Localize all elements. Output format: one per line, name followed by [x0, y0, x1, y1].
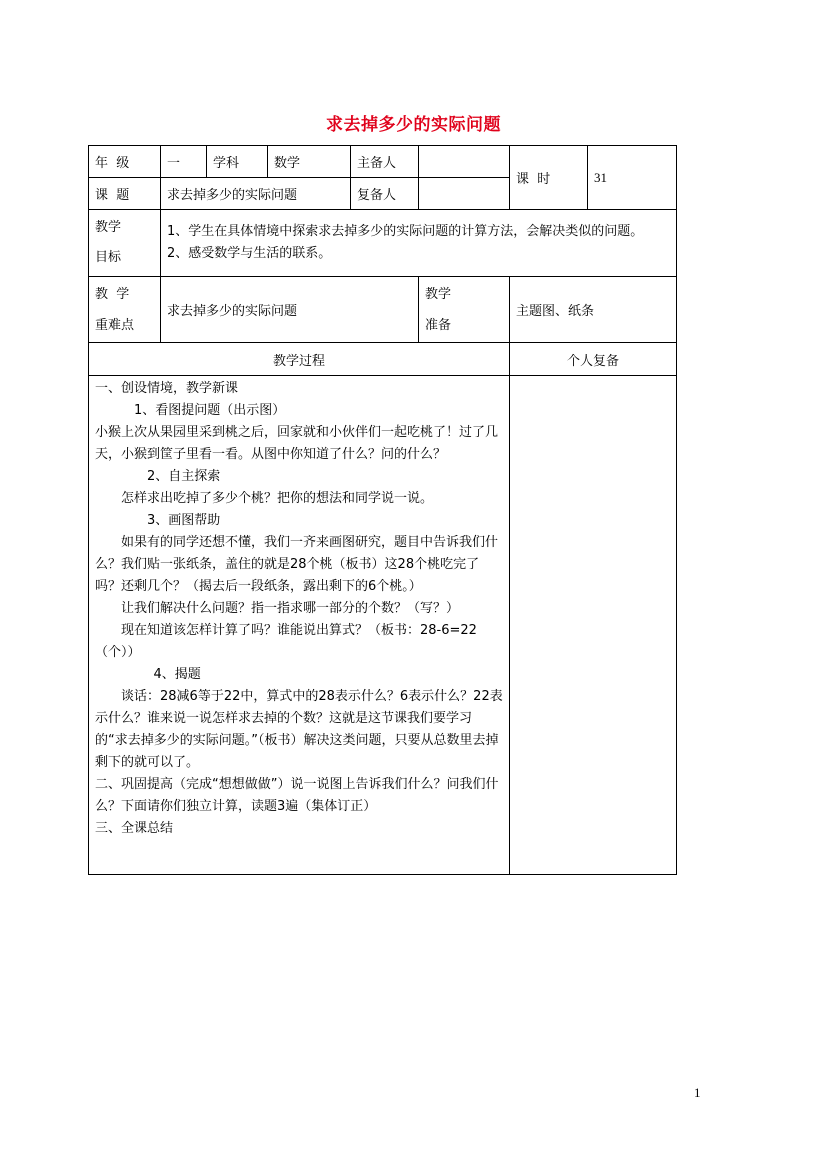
objectives-label: 教学 目标 — [89, 210, 161, 277]
row-process-header — [89, 343, 677, 376]
topic-value: 求去掉多少的实际问题 — [161, 178, 351, 210]
step-4-heading: 4、揭题 — [153, 667, 201, 682]
lesson-label: 课 时 — [510, 146, 588, 210]
lead-prep-label: 主备人 — [351, 146, 419, 178]
page-number: 1 — [694, 1085, 701, 1100]
step-4-text: 谈话：28减6等于22中，算式中的28表示什么？6表示什么？22表示什么？谁来说一说怎样求去掉的个数？这就是这节课我们要学习的“求去掉多少的实际问题。”（板书）解决这类问题，只要从总数里去掉剩下的就可以了。 — [95, 689, 503, 770]
grade-value: 一 — [161, 146, 207, 178]
row-objectives — [89, 210, 677, 277]
step-3-formula: 现在知道该怎样计算了吗？谁能说出算式？（板书：28-6=22（个）） — [95, 623, 477, 660]
process-content — [89, 376, 510, 875]
objective-2: 2、感受数学与生活的联系。 — [167, 246, 332, 261]
section-1-heading: 一、创设情境，教学新课 — [95, 381, 239, 396]
step-2-heading: 2、自主探索 — [147, 469, 221, 484]
subject-value: 数学 — [268, 146, 351, 178]
lesson-value: 31 — [588, 146, 677, 210]
keypoints-label: 教 学 重难点 — [89, 277, 161, 343]
lesson-plan-table — [88, 145, 677, 875]
step-1-heading: 1、看图提问题（出示图） — [134, 403, 286, 418]
step-2-text: 怎样求出吃掉了多少个桃？把你的想法和同学说一说。 — [121, 491, 434, 506]
topic-label: 课 题 — [89, 178, 161, 210]
section-3-heading: 三、全课总结 — [95, 821, 174, 836]
section-2-text: 二、巩固提高（完成“想想做做”）说一说图上告诉我们什么？问我们什么？下面请你们独立计算，读题3遍（集体订正） — [95, 777, 499, 814]
personal-notes-cell — [510, 376, 677, 875]
prep-label: 教学 准备 — [419, 277, 510, 343]
subject-label: 学科 — [207, 146, 268, 178]
personal-header: 个人复备 — [510, 343, 677, 376]
step-3-text: 如果有的同学还想不懂，我们一齐来画图研究，题目中告诉我们什么？我们贴一张纸条，盖住的就是28个桃（板书）这28个桃吃完了吗？还剩几个？（揭去后一段纸条，露出剩下的6个桃。） — [95, 535, 499, 594]
grade-label: 年 级 — [89, 146, 161, 178]
prep-value: 主题图、纸条 — [510, 277, 677, 343]
objective-1: 1、学生在具体情境中探索求去掉多少的实际问题的计算方法，会解决类似的问题。 — [167, 224, 644, 239]
step-3-question: 让我们解决什么问题？指一指求哪一部分的个数？（写？） — [121, 601, 460, 616]
process-header: 教学过程 — [89, 343, 510, 376]
review-prep-value — [419, 178, 510, 210]
lead-prep-value — [419, 146, 510, 178]
objectives-content — [161, 210, 677, 277]
row-process-body — [89, 376, 677, 875]
step-1-text: 小猴上次从果园里采到桃之后，回家就和小伙伴们一起吃桃了！过了几天，小猴到筐子里看一看。从图中你知道了什么？问的什么？ — [95, 425, 499, 462]
row-keypoints — [89, 277, 677, 343]
keypoints-value: 求去掉多少的实际问题 — [161, 277, 419, 343]
step-3-heading: 3、画图帮助 — [147, 513, 221, 528]
document-title: 求去掉多少的实际问题 — [326, 115, 501, 135]
review-prep-label: 复备人 — [351, 178, 419, 210]
row-grade — [89, 146, 677, 178]
